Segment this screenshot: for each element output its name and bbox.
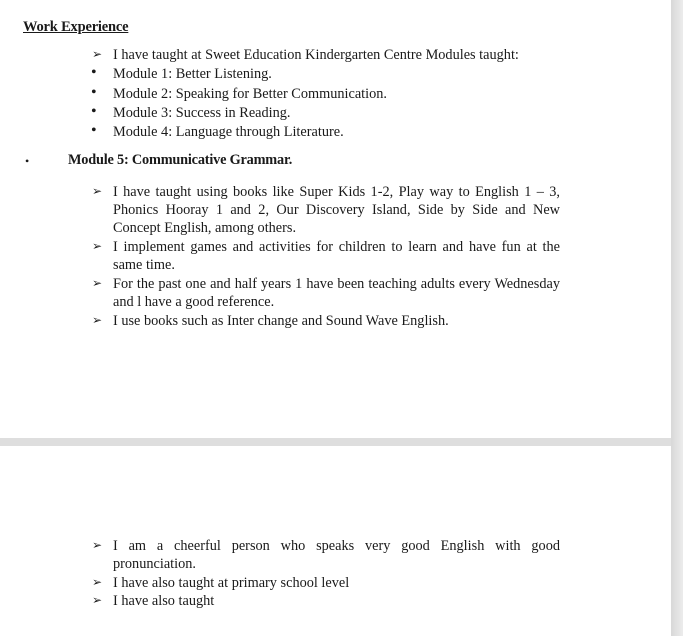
experience-point: I have also taught (113, 593, 215, 609)
experience-point: I use books such as Inter change and Sound Wave English. (113, 313, 449, 329)
arrow-bullet-icon: ➢ (92, 575, 103, 589)
arrow-bullet-icon: ➢ (92, 276, 103, 290)
bullet-icon: • (91, 103, 97, 120)
bullet-icon: • (25, 154, 30, 168)
module-item: Module 1: Better Listening. (113, 66, 272, 82)
document-page-2 (0, 446, 671, 636)
intro-text: I have taught at Sweet Education Kindergarten Centre Modules taught: (113, 47, 519, 63)
viewer-background-strip (671, 0, 683, 636)
arrow-bullet-icon: ➢ (92, 184, 103, 198)
experience-point: I am a cheerful person who speaks very good English with good pronunciation. (113, 538, 560, 572)
experience-point: I have taught using books like Super Kids 1-2, Play way to English 1 – 3, Phonics Hooray 1 and 2, Our Discovery Island, Side by Side and New Concept English, among others. (113, 184, 560, 236)
arrow-bullet-icon: ➢ (92, 239, 103, 253)
module-item: Module 3: Success in Reading. (113, 105, 291, 121)
bullet-icon: • (91, 64, 97, 81)
bullet-icon: • (91, 84, 97, 101)
module-item: Module 4: Language through Literature. (113, 124, 344, 140)
arrow-bullet-icon: ➢ (92, 313, 103, 327)
experience-point: I have also taught at primary school level (113, 575, 350, 591)
arrow-bullet-icon: ➢ (92, 593, 103, 607)
bullet-icon: • (91, 122, 97, 139)
section-heading: Work Experience (23, 19, 129, 35)
module-item: Module 2: Speaking for Better Communication. (113, 86, 387, 102)
arrow-bullet-icon: ➢ (92, 47, 103, 61)
module-5-heading: Module 5: Communicative Grammar. (68, 152, 293, 168)
experience-point: I implement games and activities for children to learn and have fun at the same time. (113, 239, 560, 273)
experience-point: For the past one and half years 1 have been teaching adults every Wednesday and l have a good reference. (113, 276, 560, 310)
page-separator (0, 438, 671, 446)
arrow-bullet-icon: ➢ (92, 538, 103, 552)
